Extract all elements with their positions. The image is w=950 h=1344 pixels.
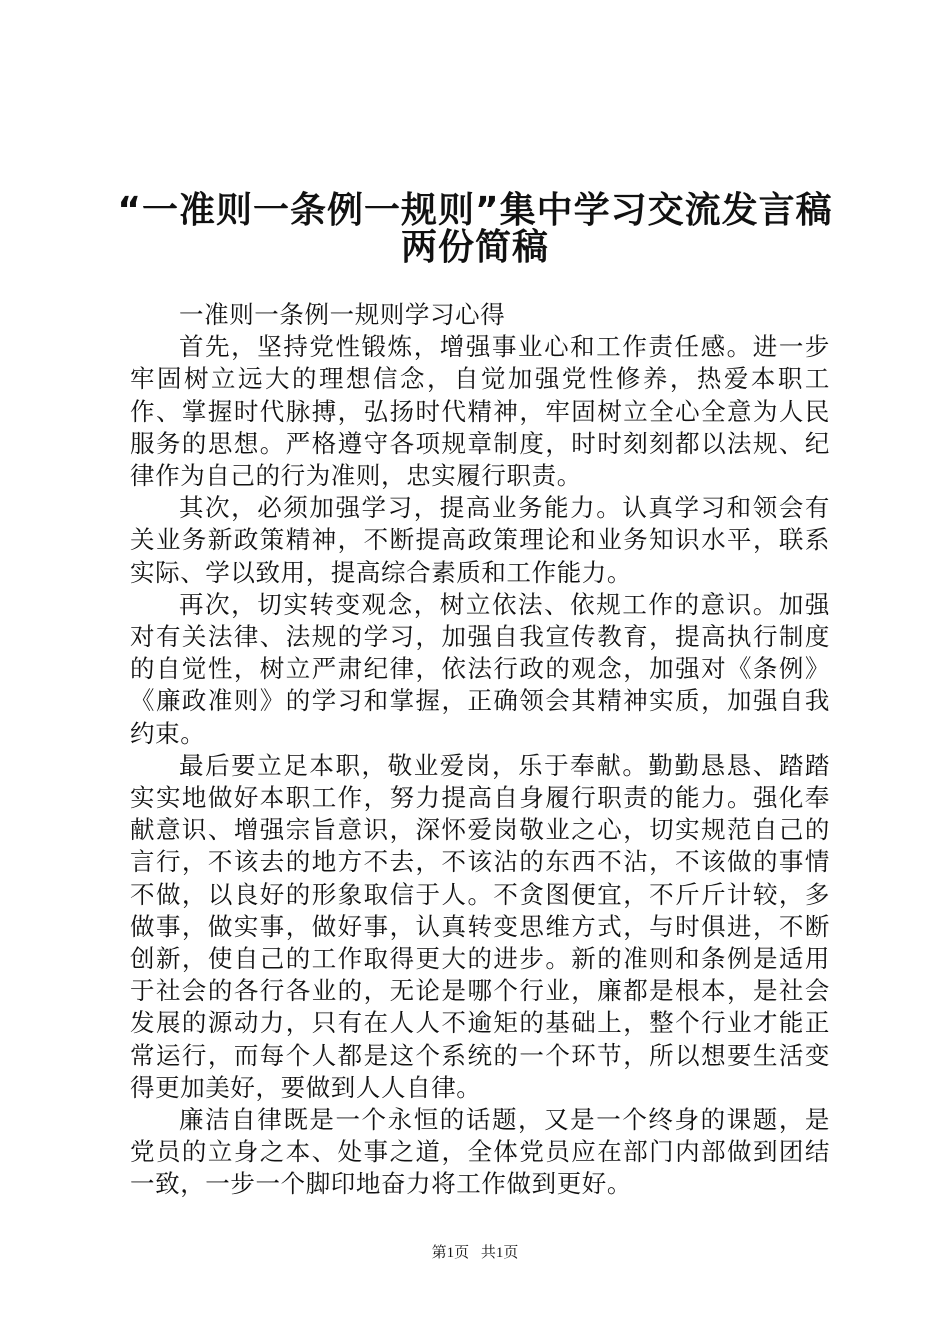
body-paragraph: 首先，坚持党性锻炼，增强事业心和工作责任感。进一步牢固树立远大的理想信念，自觉加强党性修养，热爱本职工作、掌握时代脉搏，弘扬时代精神，牢固树立全心全意为人民服务的思想。严格遵守各项规章制度，时时刻刻都以法规、纪律作为自己的行为准则，忠实履行职责。	[130, 332, 830, 491]
body-paragraph: 廉洁自律既是一个永恒的话题，又是一个终身的课题，是党员的立身之本、处事之道，全体党员应在部门内部做到团结一致，一步一个脚印地奋力将工作做到更好。	[130, 1105, 830, 1199]
document-title-line1: “一准则一条例一规则”集中学习交流发言稿	[117, 190, 833, 231]
page-footer	[0, 1243, 950, 1263]
document-title-line2: 两份简稿	[400, 227, 549, 268]
body-paragraph: 最后要立足本职，敬业爱岗，乐于奉献。勤勤恳恳、踏踏实实地做好本职工作，努力提高自身履行职责的能力。强化奉献意识、增强宗旨意识，深怀爱岗敬业之心，切实规范自己的言行，不该去的地方不去，不该沾的东西不沾，不该做的事情不做，以良好的形象取信于人。不贪图便宜，不斤斤计较，多做事，做实事，做好事，认真转变思维方式，与时俱进，不断创新，使自己的工作取得更大的进步。新的准则和条例是适用于社会的各行各业的，无论是哪个行业，廉都是根本，是社会发展的源动力，只有在人人不逾矩的基础上，整个行业才能正常运行，而每个人都是这个系统的一个环节，所以想要生活变得更加美好，要做到人人自律。	[130, 750, 830, 1102]
body-paragraph: 再次，切实转变观念，树立依法、依规工作的意识。加强对有关法律、法规的学习，加强自我宣传教育，提高执行制度的自觉性，树立严肃纪律，依法行政的观念，加强对《条例》《廉政准则》的学习和掌握，正确领会其精神实质，加强自我约束。	[130, 589, 830, 748]
page-number-total: 共1页	[480, 1245, 519, 1261]
body-paragraph: 其次，必须加强学习，提高业务能力。认真学习和领会有关业务新政策精神，不断提高政策理论和业务知识水平，联系实际、学以致用，提高综合素质和工作能力。	[130, 493, 830, 587]
subtitle-paragraph: 一准则一条例一规则学习心得	[179, 300, 506, 329]
page-number-current: 第1页	[431, 1245, 470, 1261]
document-body	[130, 299, 830, 1201]
